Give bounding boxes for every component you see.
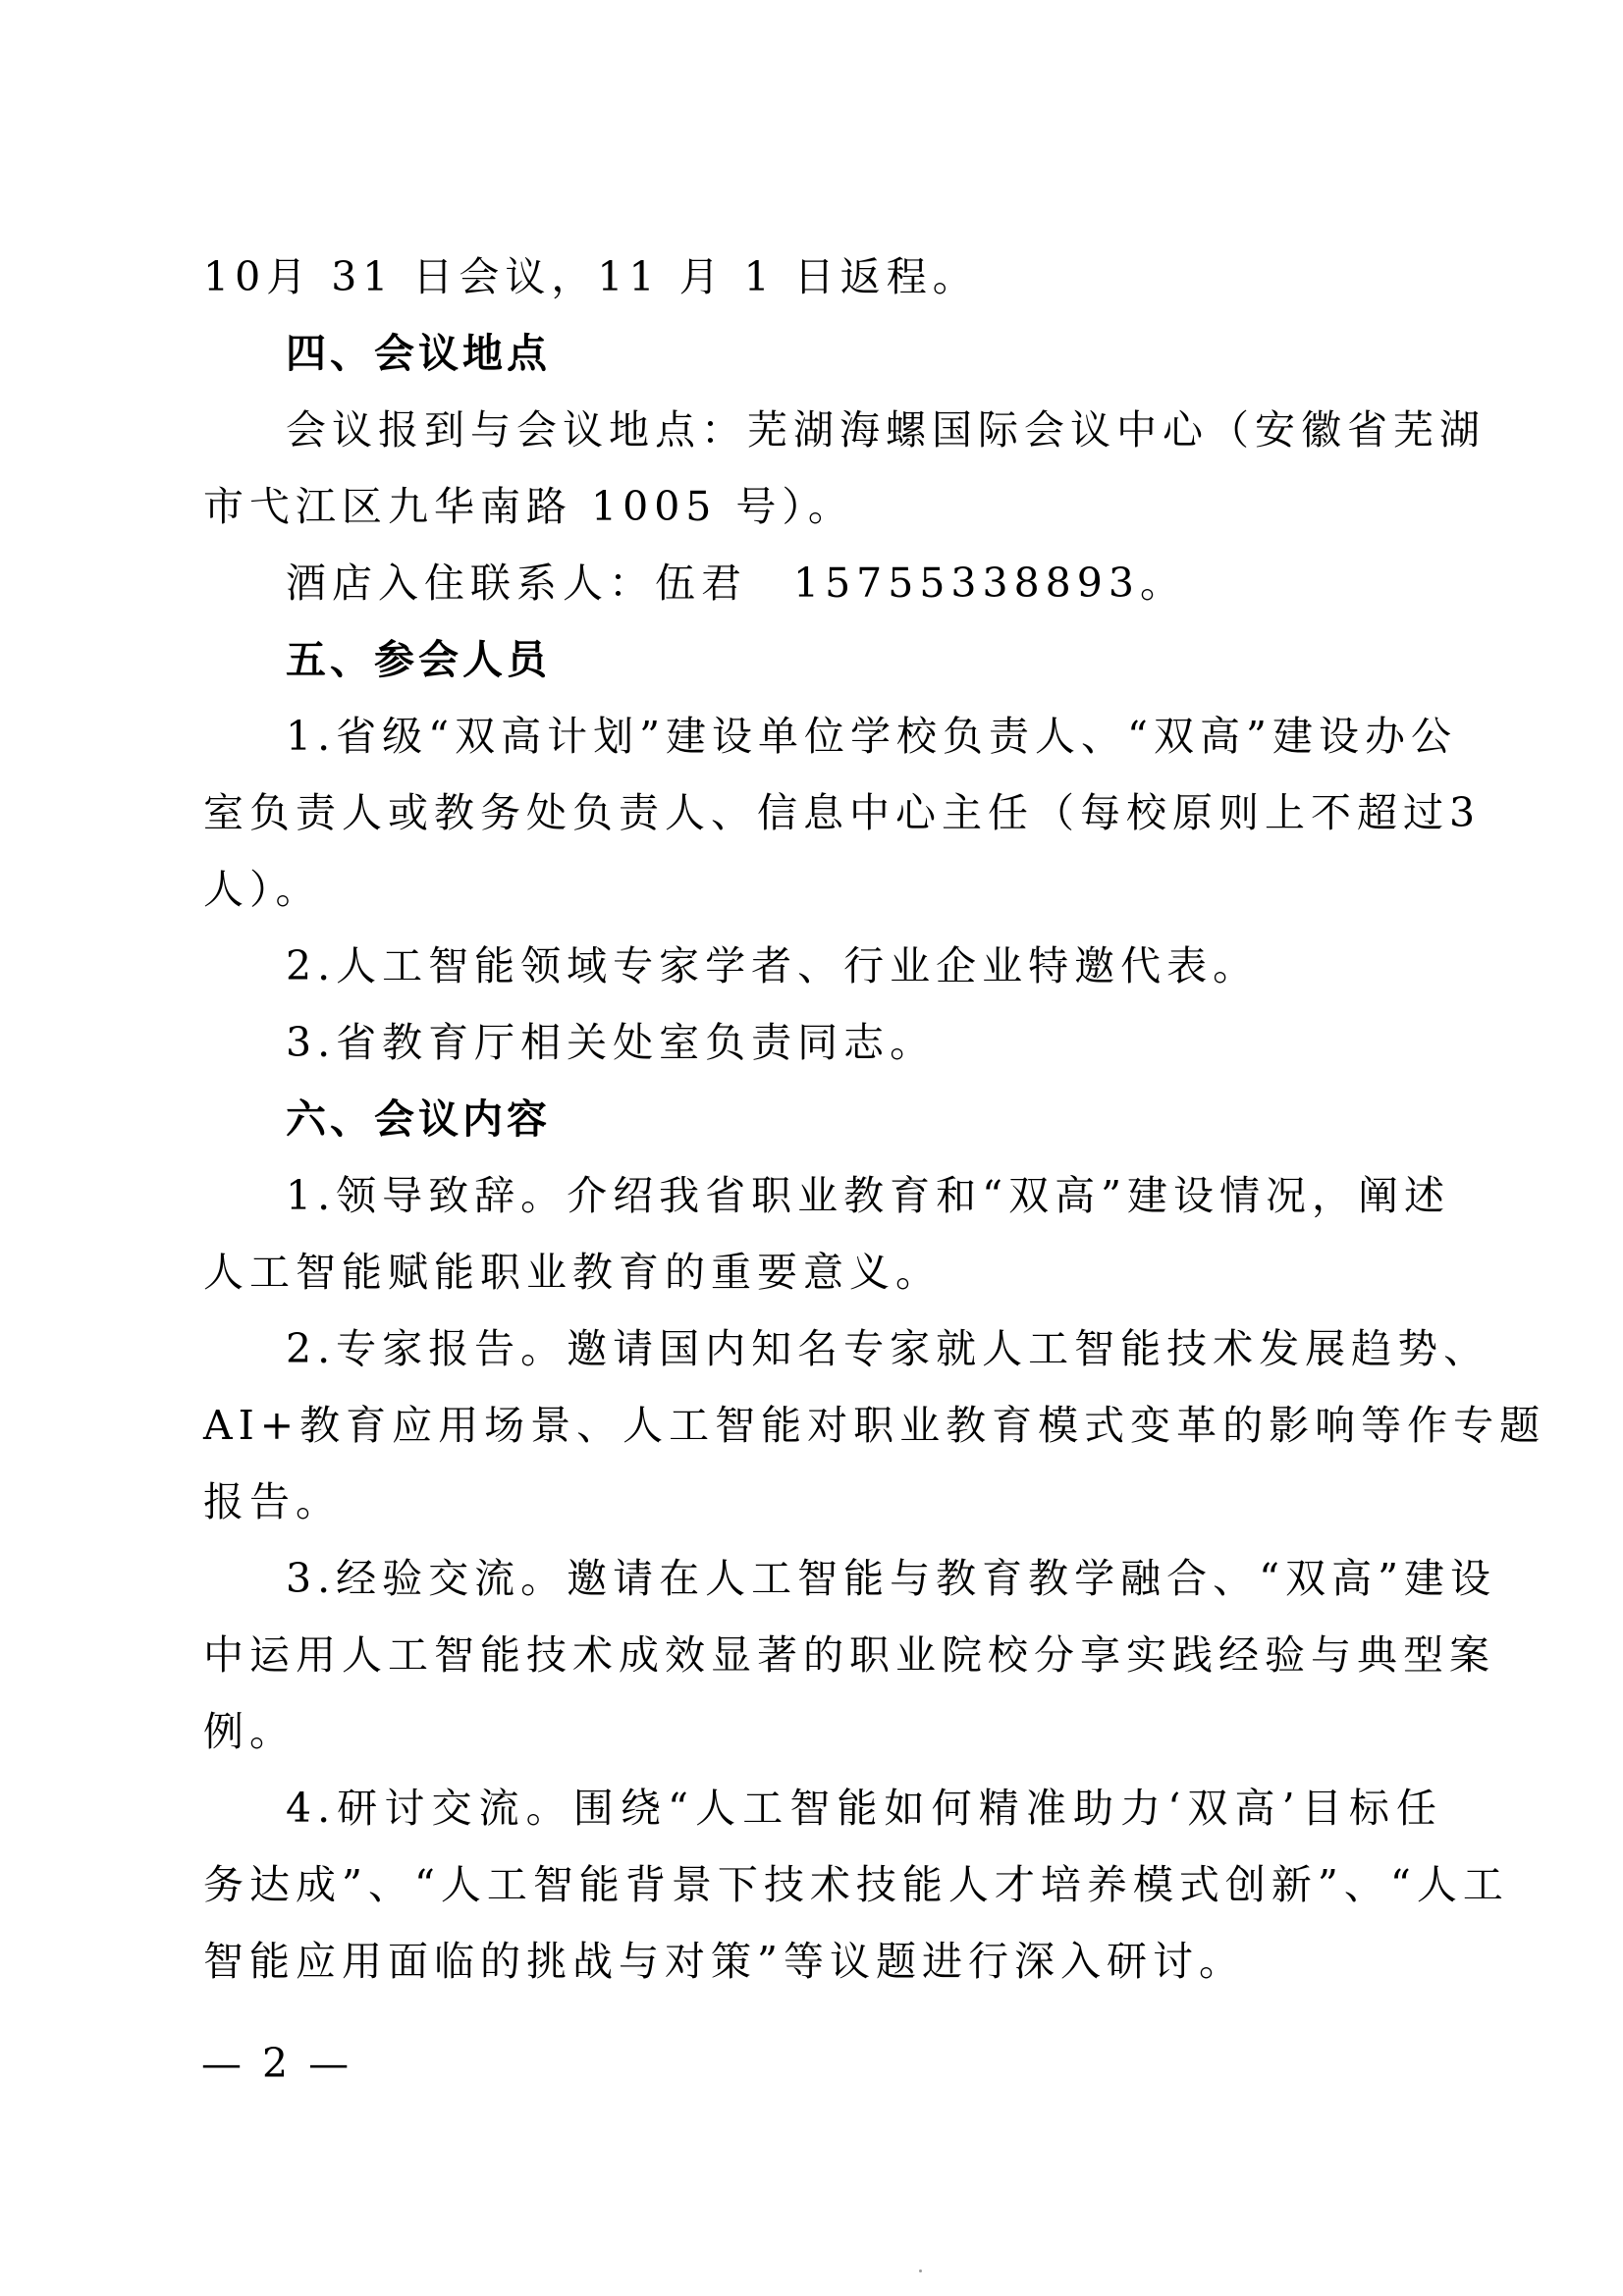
body-line: 中运用人工智能技术成效显著的职业院校分享实践经验与典型案 [203,1631,1495,1679]
body-line: 例。 [203,1708,296,1755]
body-line: 报告。 [203,1478,342,1525]
body-line: 室负责人或教务处负责人、信息中心主任（每校原则上不超过3 [203,789,1482,836]
body-line: 1.领导致辞。介绍我省职业教育和“双高”建设情况，阐述 [286,1172,1451,1219]
body-line: 2.人工智能领域专家学者、行业企业特邀代表。 [286,942,1260,989]
body-line: 酒店入住联系人：伍君 15755338893。 [286,560,1186,607]
section-heading-attendees: 五、参会人员 [286,636,551,683]
body-line: 4.研讨交流。围绕“人工智能如何精准助力‘双高’目标任 [286,1785,1442,1832]
body-line: 10月 31 日会议，11 月 1 日返程。 [203,253,979,300]
body-line: 2.专家报告。邀请国内知名专家就人工智能技术发展趋势、 [286,1325,1490,1372]
page-number: — 2 — [201,2040,353,2087]
body-line: 务达成”、“人工智能背景下技术技能人才培养模式创新”、“人工 [203,1861,1509,1908]
body-line: 人工智能赋能职业教育的重要意义。 [203,1249,942,1296]
body-line: 人）。 [203,866,322,913]
section-heading-content: 六、会议内容 [286,1095,551,1143]
body-line: 会议报到与会议地点：芜湖海螺国际会议中心（安徽省芜湖 [286,406,1486,454]
body-line: 3.经验交流。邀请在人工智能与教育教学融合、“双高”建设 [286,1555,1497,1602]
scan-speck [919,2269,922,2272]
body-line: 3.省教育厅相关处室负责同志。 [286,1019,937,1066]
body-line: 1.省级“双高计划”建设单位学校负责人、“双高”建设办公 [286,713,1457,760]
body-line: 市弋江区九华南路 1005 号）。 [203,483,854,530]
section-heading-venue: 四、会议地点 [286,330,551,377]
body-line: AI+教育应用场景、人工智能对职业教育模式变革的影响等作专题 [203,1402,1546,1449]
document-body [203,239,1546,2000]
body-line: 智能应用面临的挑战与对策”等议题进行深入研讨。 [203,1938,1245,1985]
